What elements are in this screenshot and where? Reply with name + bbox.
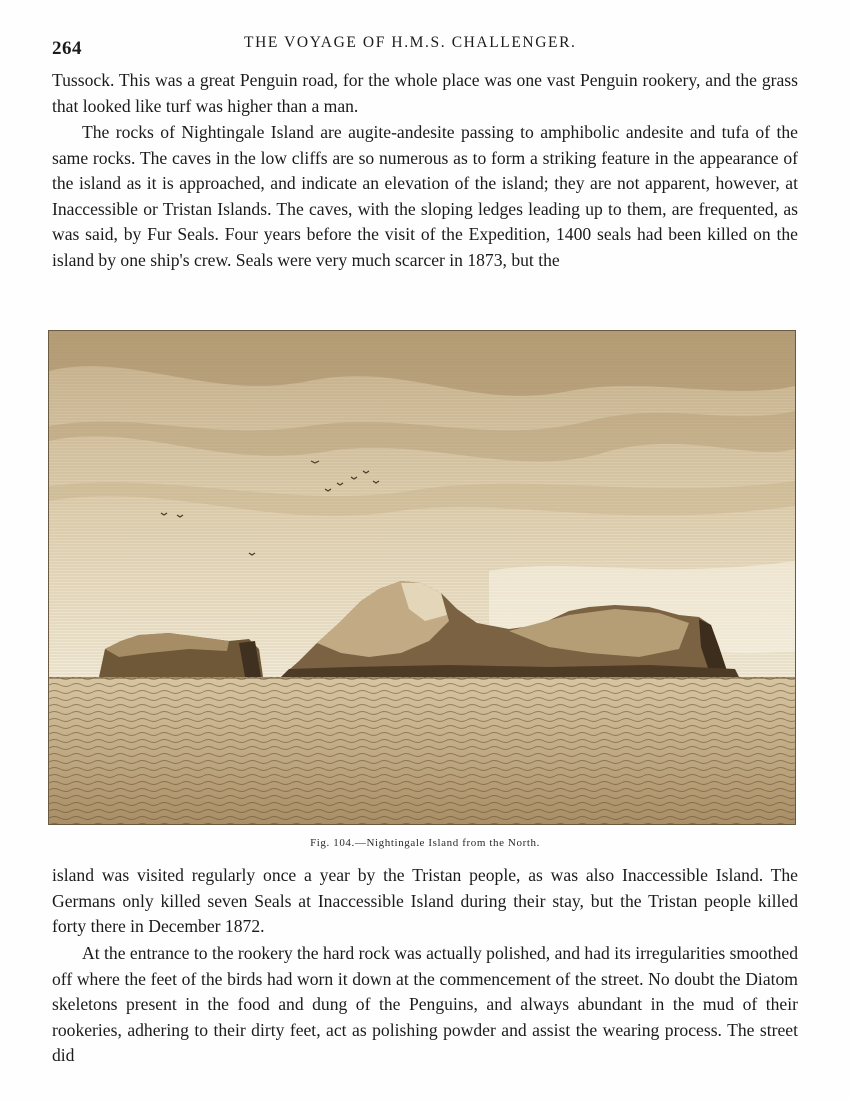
paragraph-island-visited: island was visited regularly once a year by the Tristan people, as was also Inaccessible Island. The Germans only killed seven Seals at Inaccessible Island during their stay, but the Tristan people killed forty there in December 1872.	[52, 865, 798, 937]
paragraph-tussock: Tussock. This was a great Penguin road, for the whole place was one vast Penguin rookery, and the grass that looked like turf was higher than a man.	[52, 70, 798, 116]
page-header	[52, 30, 798, 60]
paragraph-rookery-entrance: At the entrance to the rookery the hard rock was actually polished, and had its irregularities smoothed off where the feet of the birds had worn it down at the commencement of the street. No doubt the Diatom skeletons present in the food and dung of the Penguins, and always abundant in the mud of their rookeries, adhering to their dirty feet, act as polishing powder and assist the wearing process. The street did	[52, 943, 798, 1066]
nightingale-island-engraving	[49, 331, 795, 824]
sea	[49, 677, 795, 824]
page-number: 264	[52, 38, 82, 59]
figure-caption: Fig. 104.—Nightingale Island from the North.	[310, 837, 540, 849]
figure-engraving	[48, 330, 796, 825]
paragraph-nightingale-rocks: The rocks of Nightingale Island are augite-andesite passing to amphibolic andesite and tufa of the same rocks. The caves in the low cliffs are so numerous as to form a striking feature in the appearance of the island as it is approached, and indicate an elevation of the island; they are not apparent, however, at Inaccessible or Tristan Islands. The caves, with the sloping ledges leading up to them, are frequented, as was said, by Fur Seals. Four years before the visit of the Expedition, 1400 seals had been killed on the island by one ship's crew. Seals were very much scarcer in 1873, but the	[52, 122, 798, 270]
running-head: THE VOYAGE OF H.M.S. CHALLENGER.	[244, 34, 577, 51]
